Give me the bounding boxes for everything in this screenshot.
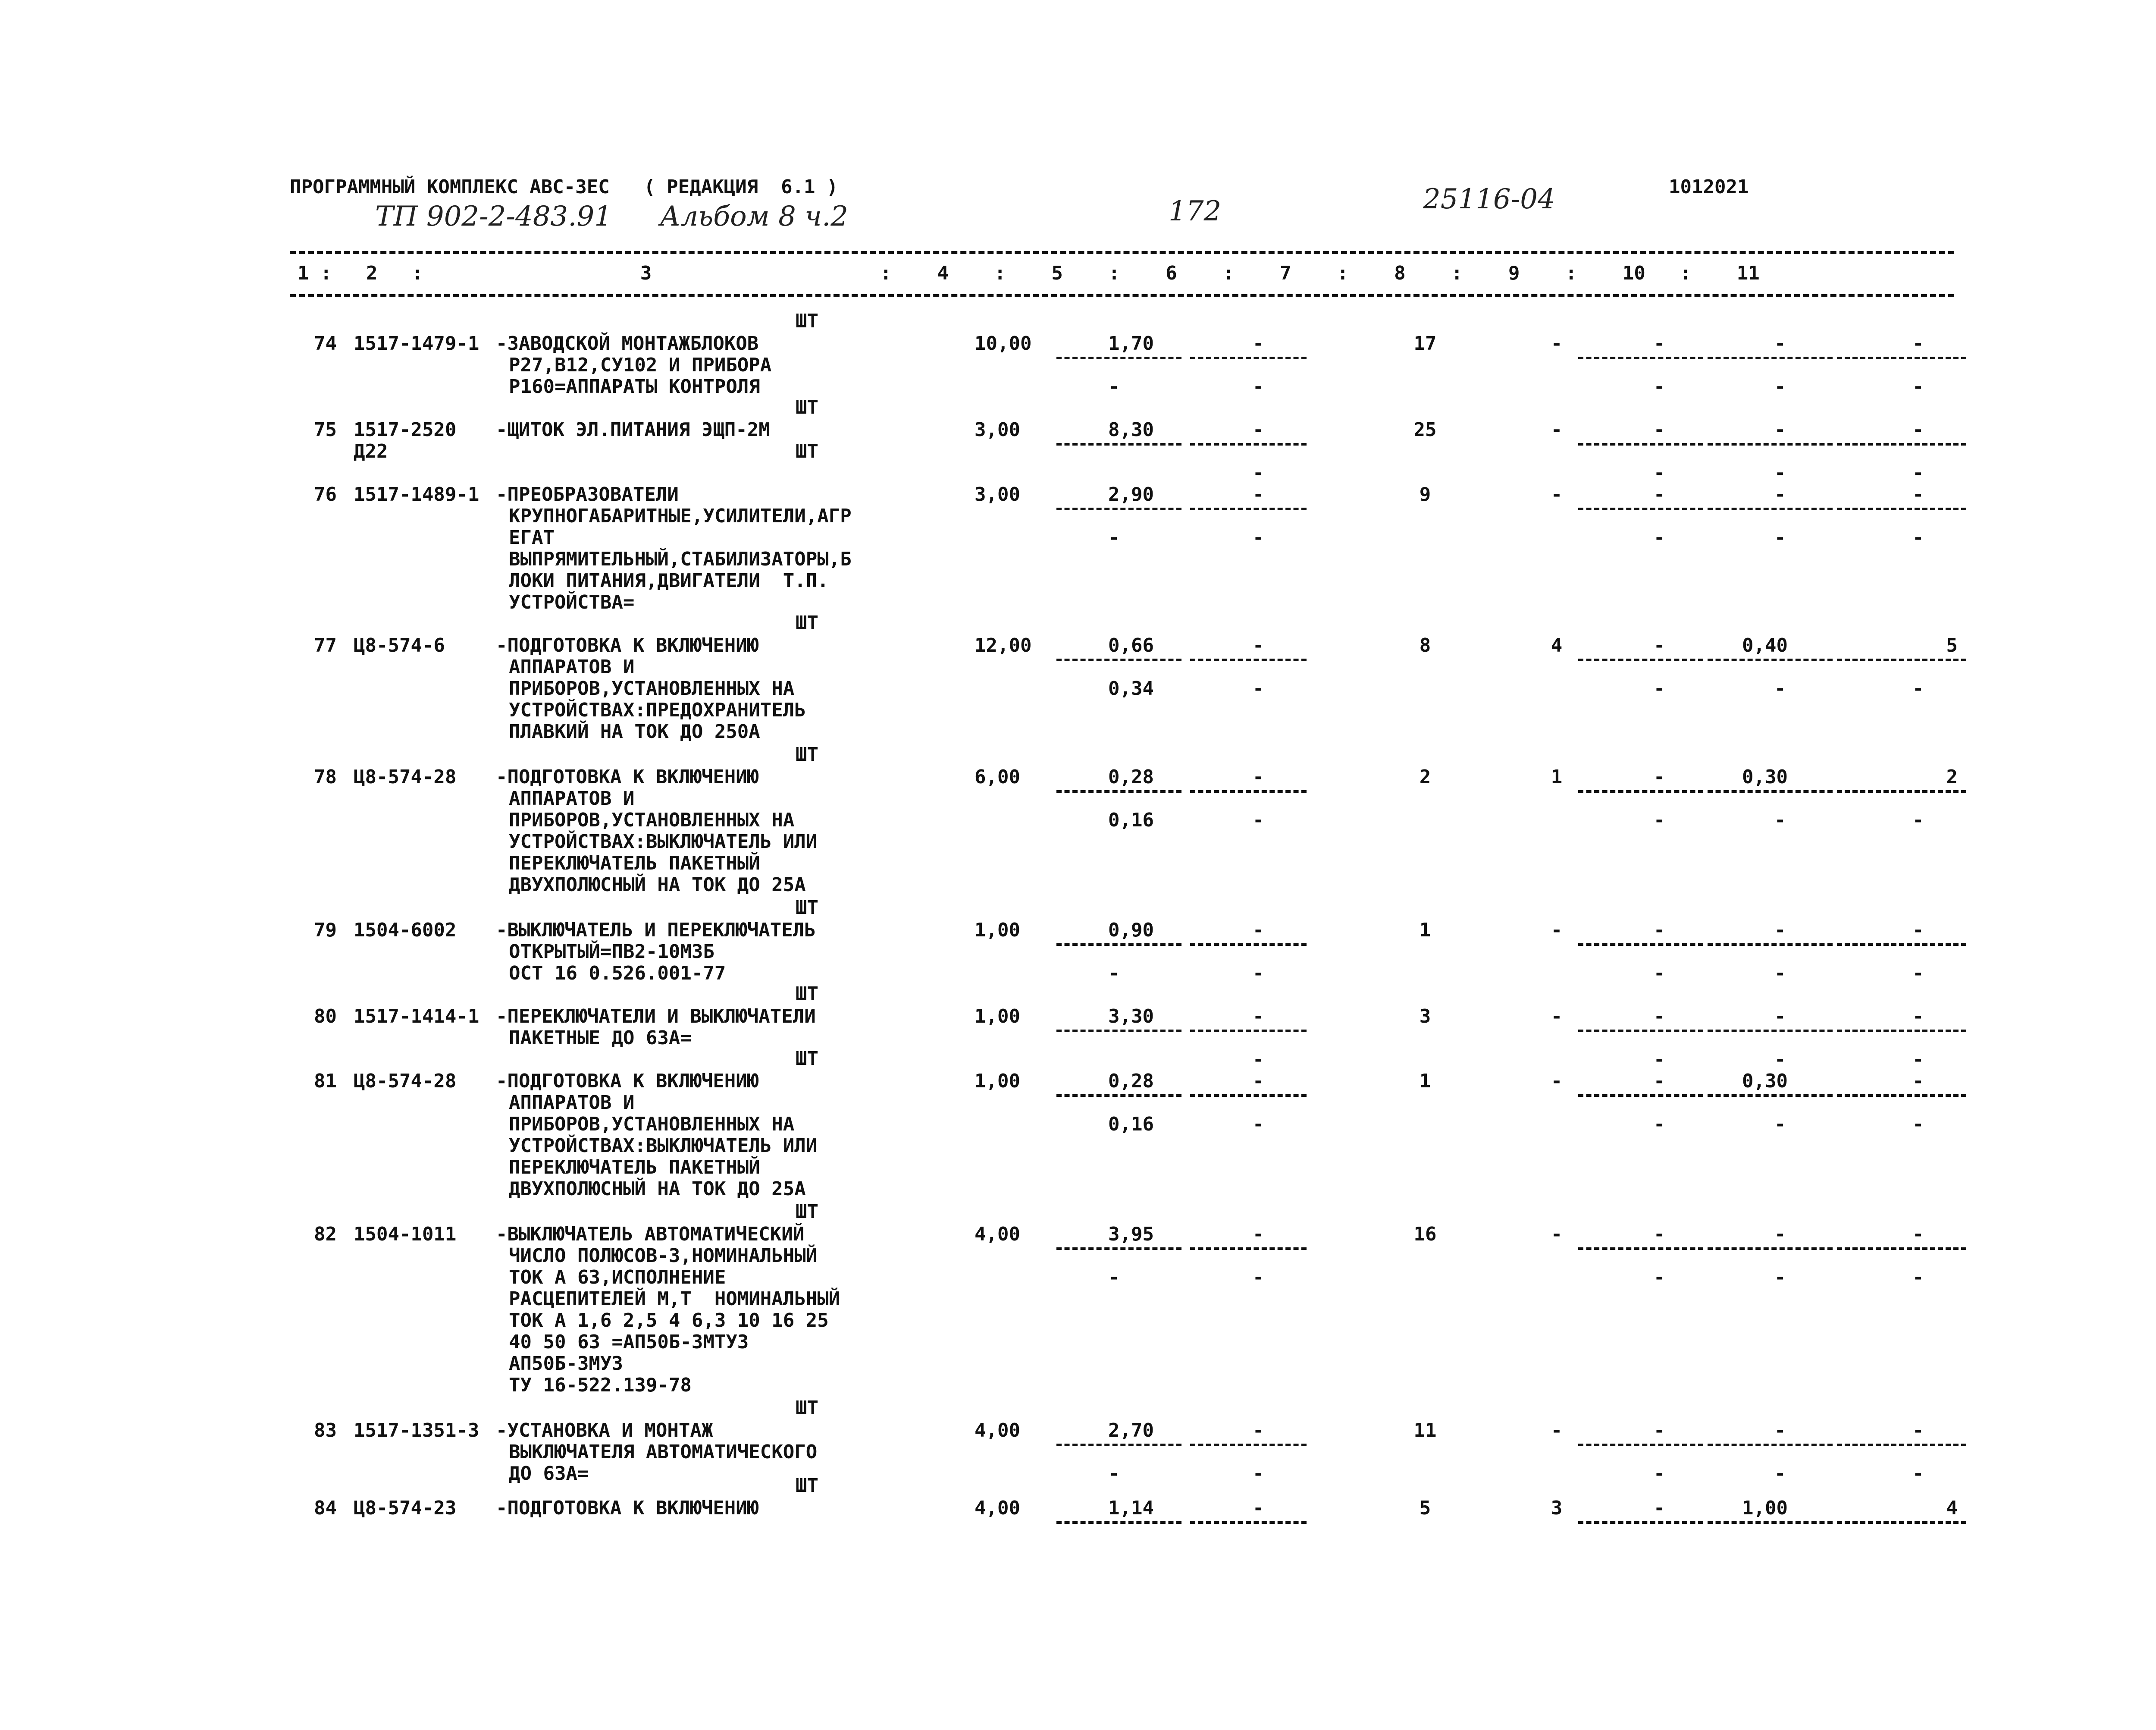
col9-dash: - [1654, 333, 1665, 355]
col6-separator [1190, 443, 1307, 446]
col9-dash: - [1654, 1497, 1665, 1519]
col9-separator [1578, 443, 1703, 446]
row-description-line: КРУПНОГАБАРИТНЫЕ,УСИЛИТЕЛИ,АГР [509, 505, 852, 527]
col6-separator [1190, 1444, 1307, 1446]
row-description-line: УСТРОЙСТВАХ:ВЫКЛЮЧАТЕЛЬ ИЛИ [509, 1135, 818, 1157]
table-top-rule [290, 251, 1954, 254]
row-description-line: ОСТ 16 0.526.001-77 [509, 962, 726, 984]
col11-separator [1837, 1094, 1966, 1097]
unit-label: ШТ [796, 1397, 818, 1419]
col6-dash: - [1253, 809, 1264, 831]
row-code: 1517-1351-3 [354, 1419, 479, 1441]
col10-dash: - [1774, 809, 1786, 831]
col6-dash: - [1253, 634, 1264, 656]
col9-dash: - [1654, 919, 1665, 941]
row-description-line: -ВЫКЛЮЧАТЕЛЬ И ПЕРЕКЛЮЧАТЕЛЬ [496, 919, 816, 941]
col11-value: 5 [1946, 634, 1958, 656]
col9-separator [1578, 357, 1703, 359]
col9-dash: - [1654, 527, 1665, 549]
col9-dash: - [1654, 1463, 1665, 1485]
col10-dash: - [1774, 1463, 1786, 1485]
col11-separator [1837, 1444, 1966, 1446]
row-description-line: УСТРОЙСТВАХ:ВЫКЛЮЧАТЕЛЬ ИЛИ [509, 831, 818, 853]
row-description-line: УСТРОЙСТВА= [509, 591, 635, 613]
row-number: 79 [314, 919, 337, 941]
col8-value: - [1551, 1419, 1563, 1441]
col9-dash: - [1654, 1070, 1665, 1092]
row-description-line: ЛОКИ ПИТАНИЯ,ДВИГАТЕЛИ Т.П. [509, 570, 829, 592]
row-description-line: -ЗАВОДСКОЙ МОНТАЖБЛОКОВ [496, 333, 759, 355]
handwritten-project-number: ТП 902-2-483.91 [375, 201, 612, 232]
col4-value: 3,00 [975, 419, 1020, 441]
col6-dash: - [1253, 1266, 1264, 1288]
row-description-line: ОТКРЫТЫЙ=ПВ2-10М3Б [509, 941, 714, 963]
row-description-line: ДВУХПОЛЮСНЫЙ НА ТОК ДО 25А [509, 1178, 806, 1200]
col5-secondary: 0,16 [1108, 809, 1154, 831]
col6-dash: - [1253, 1419, 1264, 1441]
col4-value: 1,00 [975, 919, 1020, 941]
row-description-line: ТУ 16-522.139-78 [509, 1374, 692, 1396]
col10-dash: - [1774, 333, 1786, 355]
col10-value: 0,30 [1742, 766, 1788, 788]
handwritten-registration-number: 25116-04 [1423, 183, 1555, 215]
column-headers: 1 : 2 : 3 : 4 : 5 : 6 : 7 : 8 : 9 : 10 : 11 [298, 262, 1760, 284]
col9-dash: - [1654, 484, 1665, 505]
col11-separator [1837, 1247, 1966, 1250]
col10-separator [1708, 659, 1833, 661]
col8-value: - [1551, 919, 1563, 941]
col9-dash: - [1654, 462, 1665, 484]
row-description-line: -ПОДГОТОВКА К ВКЛЮЧЕНИЮ [496, 1497, 759, 1519]
col11-dash: - [1912, 1070, 1924, 1092]
col5-value: 1,70 [1108, 333, 1154, 355]
row-description-line: Р160=АППАРАТЫ КОНТРОЛЯ [509, 376, 760, 398]
document-code: 1012021 [1669, 176, 1749, 198]
row-number: 82 [314, 1223, 337, 1245]
col11-dash: - [1912, 678, 1924, 700]
col5-secondary: - [1108, 962, 1120, 984]
col8-value: - [1551, 1070, 1563, 1092]
row-description-line: ВЫКЛЮЧАТЕЛЯ АВТОМАТИЧЕСКОГО [509, 1441, 818, 1463]
col11-dash: - [1912, 333, 1924, 355]
col10-dash: - [1774, 462, 1786, 484]
col9-separator [1578, 1521, 1703, 1524]
col10-separator [1708, 943, 1833, 946]
col10-dash: - [1774, 1223, 1786, 1245]
col10-value: 0,30 [1742, 1070, 1788, 1092]
row-description-line: ЕГАТ [509, 527, 555, 549]
row-number: 74 [314, 333, 337, 355]
col10-separator [1708, 508, 1833, 510]
col4-value: 4,00 [975, 1497, 1020, 1519]
col10-dash: - [1774, 1419, 1786, 1441]
col5-separator [1056, 1444, 1181, 1446]
col11-dash: - [1912, 919, 1924, 941]
col11-dash: - [1912, 1223, 1924, 1245]
col9-dash: - [1654, 1223, 1665, 1245]
col10-dash: - [1774, 962, 1786, 984]
col11-dash: - [1912, 462, 1924, 484]
row-code: 1517-1479-1 [354, 333, 479, 355]
col10-separator [1708, 790, 1833, 793]
col5-separator [1056, 443, 1181, 446]
row-code: 1517-1414-1 [354, 1005, 479, 1027]
col11-dash: - [1912, 1113, 1924, 1135]
col6-dash: - [1253, 333, 1264, 355]
col6-dash: - [1253, 462, 1264, 484]
row-description-line: Р27,В12,СУ102 И ПРИБОРА [509, 354, 772, 376]
row-number: 78 [314, 766, 337, 788]
row-description-line: УСТРОЙСТВАХ:ПРЕДОХРАНИТЕЛЬ [509, 699, 806, 721]
row-description-line: ПЕРЕКЛЮЧАТЕЛЬ ПАКЕТНЫЙ [509, 1156, 760, 1178]
col10-value: 1,00 [1742, 1497, 1788, 1519]
unit-label: ШТ [796, 310, 818, 332]
col9-separator [1578, 1030, 1703, 1032]
col11-dash: - [1912, 1463, 1924, 1485]
col5-secondary: - [1108, 1266, 1120, 1288]
unit-label: ШТ [796, 983, 818, 1005]
unit-label: ШТ [796, 1048, 818, 1070]
row-description-line: ТОК А 63,ИСПОЛНЕНИЕ [509, 1266, 726, 1288]
col9-separator [1578, 1247, 1703, 1250]
col9-dash: - [1654, 1049, 1665, 1071]
col5-separator [1056, 659, 1181, 661]
row-description-line: -ПЕРЕКЛЮЧАТЕЛИ И ВЫКЛЮЧАТЕЛИ [496, 1005, 816, 1027]
row-code: 1517-2520 [354, 419, 457, 441]
col5-value: 1,14 [1108, 1497, 1154, 1519]
col9-dash: - [1654, 766, 1665, 788]
col9-separator [1578, 1444, 1703, 1446]
col11-separator [1837, 443, 1966, 446]
col9-dash: - [1654, 809, 1665, 831]
col11-separator [1837, 357, 1966, 359]
col5-separator [1056, 1030, 1181, 1032]
col11-separator [1837, 659, 1966, 661]
row-description-line: -ПОДГОТОВКА К ВКЛЮЧЕНИЮ [496, 1070, 759, 1092]
row-description-line: АППАРАТОВ И [509, 656, 635, 678]
col7-value: 11 [1413, 1419, 1437, 1441]
col4-value: 4,00 [975, 1223, 1020, 1245]
col10-dash: - [1774, 484, 1786, 505]
row-description-line: ПРИБОРОВ,УСТАНОВЛЕННЫХ НА [509, 1113, 795, 1135]
col10-separator [1708, 1521, 1833, 1524]
col10-dash: - [1774, 527, 1786, 549]
col4-value: 10,00 [975, 333, 1032, 355]
col7-value: 2 [1419, 766, 1431, 788]
col4-value: 6,00 [975, 766, 1020, 788]
col11-dash: - [1912, 527, 1924, 549]
col5-separator [1056, 508, 1181, 510]
col5-separator [1056, 1094, 1181, 1097]
col9-dash: - [1654, 678, 1665, 700]
col6-dash: - [1253, 1005, 1264, 1027]
col5-separator [1056, 790, 1181, 793]
col5-value: 0,90 [1108, 919, 1154, 941]
row-number: 81 [314, 1070, 337, 1092]
handwritten-album: Альбом 8 ч.2 [660, 201, 848, 232]
col10-dash: - [1774, 1049, 1786, 1071]
col5-separator [1056, 357, 1181, 359]
col6-dash: - [1253, 527, 1264, 549]
col5-secondary: 0,34 [1108, 678, 1154, 700]
col7-value: 8 [1419, 634, 1431, 656]
col5-separator [1056, 1247, 1181, 1250]
col6-separator [1190, 659, 1307, 661]
col6-dash: - [1253, 919, 1264, 941]
col4-value: 12,00 [975, 634, 1032, 656]
col7-value: 5 [1419, 1497, 1431, 1519]
col8-value: - [1551, 333, 1563, 355]
row-code: Ц8-574-23 [354, 1497, 457, 1519]
col7-value: 9 [1419, 484, 1431, 505]
row-number: 76 [314, 484, 337, 505]
table-header-rule [290, 294, 1954, 297]
col11-separator [1837, 943, 1966, 946]
col6-separator [1190, 943, 1307, 946]
col4-value: 1,00 [975, 1005, 1020, 1027]
col9-separator [1578, 659, 1703, 661]
col10-separator [1708, 1030, 1833, 1032]
row-description-line: -ПОДГОТОВКА К ВКЛЮЧЕНИЮ [496, 766, 759, 788]
col9-separator [1578, 1094, 1703, 1097]
row-description-line: -ПОДГОТОВКА К ВКЛЮЧЕНИЮ [496, 634, 759, 656]
col11-dash: - [1912, 1005, 1924, 1027]
col5-value: 0,66 [1108, 634, 1154, 656]
col6-separator [1190, 1247, 1307, 1250]
col11-dash: - [1912, 1266, 1924, 1288]
col9-separator [1578, 943, 1703, 946]
unit-label: ШТ [796, 396, 818, 418]
col10-separator [1708, 1444, 1833, 1446]
row-code: 1517-1489-1 [354, 484, 479, 505]
col8-value: 1 [1551, 766, 1563, 788]
row-code: Ц8-574-6 [354, 634, 445, 656]
col10-dash: - [1774, 376, 1786, 398]
col5-secondary: - [1108, 376, 1120, 398]
col6-separator [1190, 1030, 1307, 1032]
col6-dash: - [1253, 1223, 1264, 1245]
col5-secondary: 0,16 [1108, 1113, 1154, 1135]
row-description-line: ЧИСЛО ПОЛЮСОВ-3,НОМИНАЛЬНЫЙ [509, 1245, 818, 1267]
col11-dash: - [1912, 1049, 1924, 1071]
row-description-line: ДВУХПОЛЮСНЫЙ НА ТОК ДО 25А [509, 874, 806, 896]
col9-separator [1578, 508, 1703, 510]
col10-dash: - [1774, 1266, 1786, 1288]
col6-dash: - [1253, 1049, 1264, 1071]
handwritten-page-number: 172 [1169, 195, 1222, 227]
row-number: 84 [314, 1497, 337, 1519]
col5-value: 0,28 [1108, 766, 1154, 788]
col10-dash: - [1774, 678, 1786, 700]
row-description-line: -ВЫКЛЮЧАТЕЛЬ АВТОМАТИЧЕСКИЙ [496, 1223, 805, 1245]
col5-value: 2,90 [1108, 484, 1154, 505]
row-description-line: -ПРЕОБРАЗОВАТЕЛИ [496, 484, 679, 505]
col5-value: 2,70 [1108, 1419, 1154, 1441]
col11-separator [1837, 508, 1966, 510]
col8-value: - [1551, 1223, 1563, 1245]
col5-value: 3,95 [1108, 1223, 1154, 1245]
row-description-line: ВЫПРЯМИТЕЛЬНЫЙ,СТАБИЛИЗАТОРЫ,Б [509, 548, 852, 570]
row-description-line: АППАРАТОВ И [509, 1092, 635, 1114]
col11-dash: - [1912, 962, 1924, 984]
col6-dash: - [1253, 376, 1264, 398]
col11-dash: - [1912, 376, 1924, 398]
unit-label: ШТ [796, 897, 818, 919]
col5-value: 0,28 [1108, 1070, 1154, 1092]
col11-separator [1837, 790, 1966, 793]
row-description-line: ТОК А 1,6 2,5 4 6,3 10 16 25 [509, 1309, 829, 1331]
unit-label: ШТ [796, 1201, 818, 1223]
row-description-line: АП50Б-3МУ3 [509, 1353, 623, 1375]
col9-dash: - [1654, 962, 1665, 984]
col11-separator [1837, 1521, 1966, 1524]
row-number: 75 [314, 419, 337, 441]
unit-label: ШТ [796, 612, 818, 634]
col6-dash: - [1253, 1070, 1264, 1092]
row-code: Ц8-574-28 [354, 1070, 457, 1092]
row-description-line: ПРИБОРОВ,УСТАНОВЛЕННЫХ НА [509, 809, 795, 831]
col8-value: - [1551, 484, 1563, 505]
col10-dash: - [1774, 419, 1786, 441]
col6-separator [1190, 357, 1307, 359]
col6-dash: - [1253, 962, 1264, 984]
row-description-line: ПАКЕТНЫЕ ДО 63А= [509, 1027, 692, 1049]
col6-dash: - [1253, 1497, 1264, 1519]
col9-dash: - [1654, 1266, 1665, 1288]
row-description-line: ПЕРЕКЛЮЧАТЕЛЬ ПАКЕТНЫЙ [509, 852, 760, 874]
col6-separator [1190, 508, 1307, 510]
col5-separator [1056, 943, 1181, 946]
col5-separator [1056, 1521, 1181, 1524]
col11-value: 4 [1946, 1497, 1958, 1519]
col11-value: 2 [1946, 766, 1958, 788]
row-number: 80 [314, 1005, 337, 1027]
row-description-line: ПРИБОРОВ,УСТАНОВЛЕННЫХ НА [509, 678, 795, 700]
row-code: 1504-1011 [354, 1223, 457, 1245]
col7-value: 16 [1413, 1223, 1437, 1245]
row-description-line: -ЩИТОК ЭЛ.ПИТАНИЯ ЭЩП-2М [496, 419, 770, 441]
col10-dash: - [1774, 919, 1786, 941]
row-code-suffix: Д22 [354, 440, 388, 462]
col7-value: 17 [1413, 333, 1437, 355]
col6-separator [1190, 1094, 1307, 1097]
col7-value: 3 [1419, 1005, 1431, 1027]
unit-label: ШТ [796, 440, 818, 462]
col11-separator [1837, 1030, 1966, 1032]
col10-value: 0,40 [1742, 634, 1788, 656]
col7-value: 25 [1413, 419, 1437, 441]
row-description-line: АППАРАТОВ И [509, 788, 635, 810]
col6-dash: - [1253, 1113, 1264, 1135]
row-code: Ц8-574-28 [354, 766, 457, 788]
col10-dash: - [1774, 1005, 1786, 1027]
col4-value: 1,00 [975, 1070, 1020, 1092]
col8-value: 4 [1551, 634, 1563, 656]
col10-separator [1708, 1094, 1833, 1097]
col6-dash: - [1253, 419, 1264, 441]
col10-separator [1708, 357, 1833, 359]
row-number: 83 [314, 1419, 337, 1441]
col11-dash: - [1912, 809, 1924, 831]
program-header: ПРОГРАММНЫЙ КОМПЛЕКС АВС-3ЕС ( РЕДАКЦИЯ 6.1 ) [290, 176, 838, 198]
col9-dash: - [1654, 1419, 1665, 1441]
col6-dash: - [1253, 678, 1264, 700]
col7-value: 1 [1419, 919, 1431, 941]
col9-dash: - [1654, 419, 1665, 441]
row-code: 1504-6002 [354, 919, 457, 941]
row-description-line: -УСТАНОВКА И МОНТАЖ [496, 1419, 713, 1441]
col4-value: 3,00 [975, 484, 1020, 505]
col10-dash: - [1774, 1113, 1786, 1135]
col8-value: 3 [1551, 1497, 1563, 1519]
col10-separator [1708, 1247, 1833, 1250]
col10-separator [1708, 443, 1833, 446]
col11-dash: - [1912, 484, 1924, 505]
col8-value: - [1551, 1005, 1563, 1027]
row-description-line: 40 50 63 =АП50Б-3МТУ3 [509, 1331, 749, 1353]
col8-value: - [1551, 419, 1563, 441]
row-description-line: РАСЦЕПИТЕЛЕЙ М,Т НОМИНАЛЬНЫЙ [509, 1288, 840, 1310]
row-number: 77 [314, 634, 337, 656]
col5-secondary: - [1108, 1463, 1120, 1485]
col5-value: 8,30 [1108, 419, 1154, 441]
col6-separator [1190, 1521, 1307, 1524]
col6-dash: - [1253, 1463, 1264, 1485]
unit-label: ШТ [796, 1475, 818, 1497]
col6-dash: - [1253, 766, 1264, 788]
row-description-line: ПЛАВКИЙ НА ТОК ДО 250А [509, 721, 760, 743]
col9-dash: - [1654, 634, 1665, 656]
col7-value: 1 [1419, 1070, 1431, 1092]
col9-dash: - [1654, 1113, 1665, 1135]
col6-dash: - [1253, 484, 1264, 505]
unit-label: ШТ [796, 744, 818, 766]
col11-dash: - [1912, 419, 1924, 441]
col5-value: 3,30 [1108, 1005, 1154, 1027]
col6-separator [1190, 790, 1307, 793]
col11-dash: - [1912, 1419, 1924, 1441]
col5-secondary: - [1108, 527, 1120, 549]
col4-value: 4,00 [975, 1419, 1020, 1441]
col9-dash: - [1654, 376, 1665, 398]
col9-dash: - [1654, 1005, 1665, 1027]
col9-separator [1578, 790, 1703, 793]
row-description-line: ДО 63А= [509, 1463, 589, 1485]
